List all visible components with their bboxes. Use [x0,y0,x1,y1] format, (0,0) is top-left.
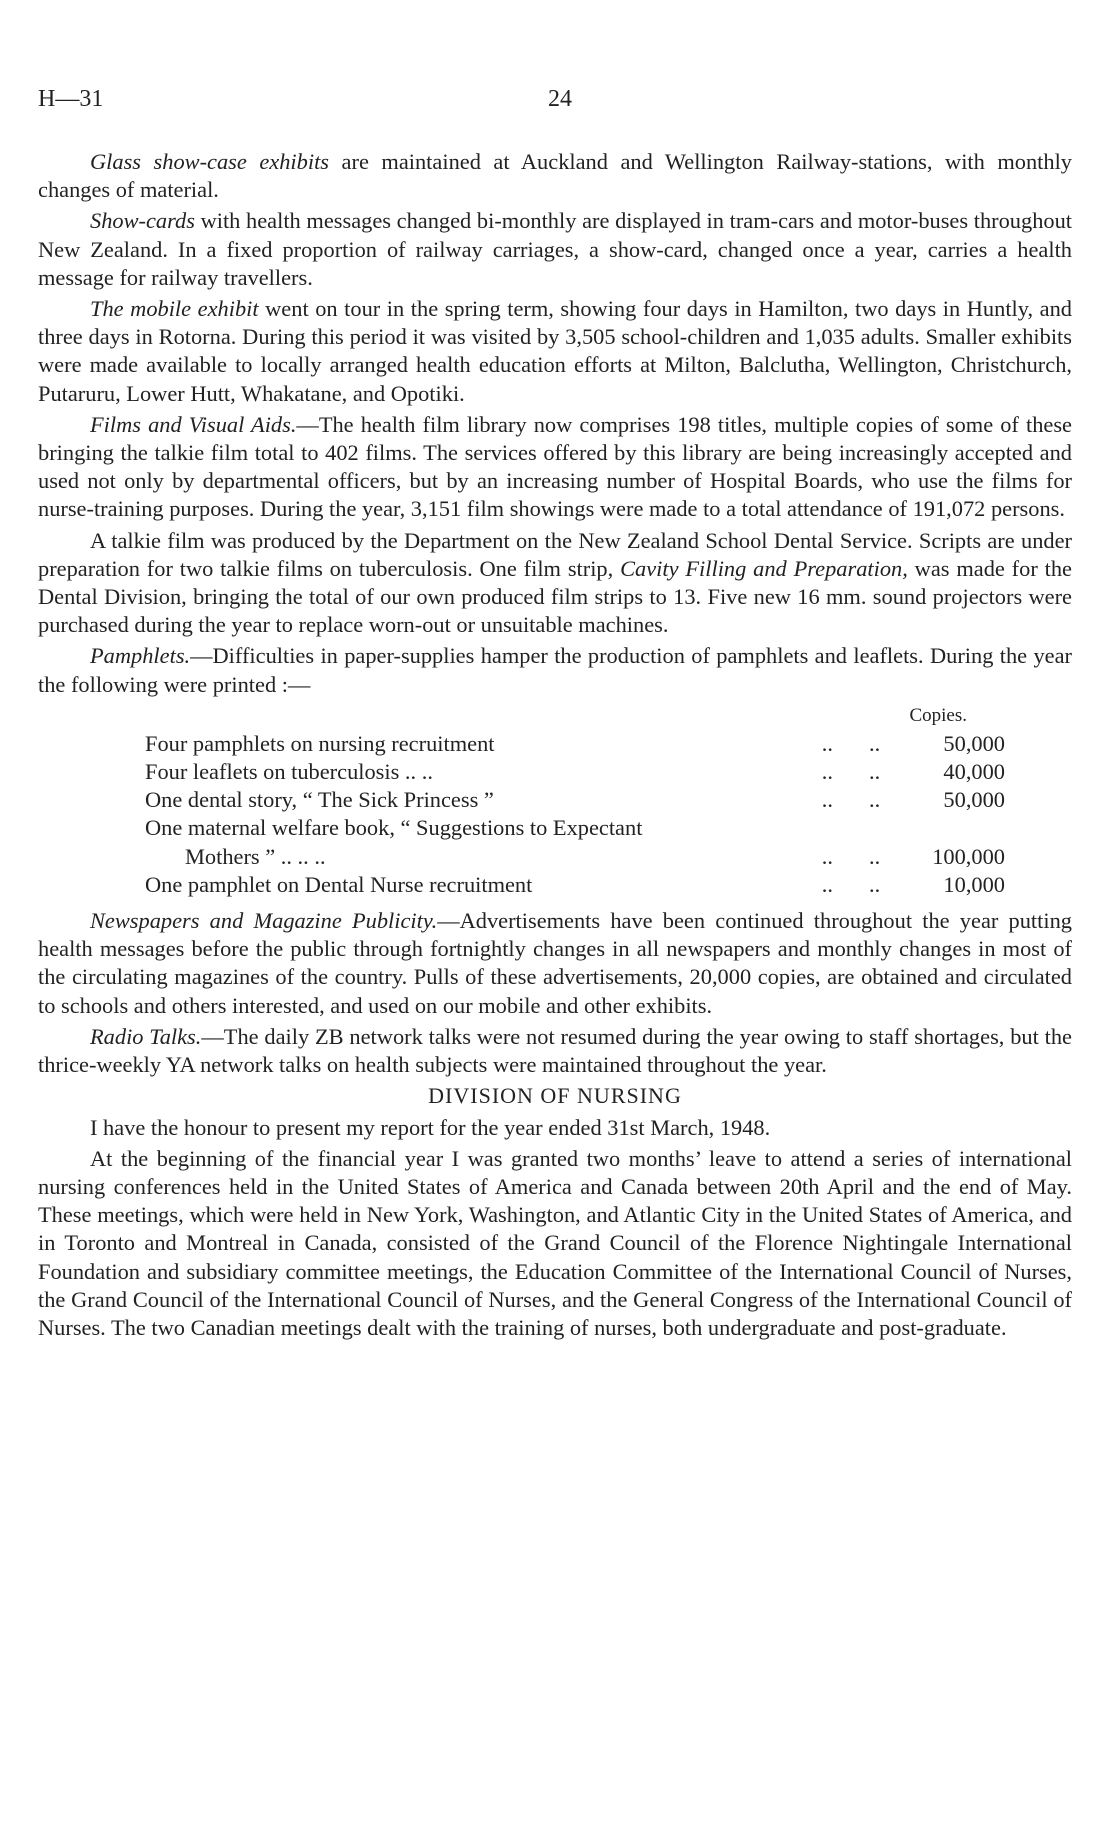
paragraph-glass-show-case [38,148,1072,204]
publication-description: One maternal welfare book, “ Suggestions to Expectant [145,815,643,841]
leader-dots: .. [821,843,833,869]
publication-description: One pamphlet on Dental Nurse recruitment [145,871,533,897]
paragraph-mobile-exhibit [38,295,1072,408]
paragraph-lead: Pamphlets. [90,643,191,669]
continued-text: Mothers ” .. .. .. [185,843,326,869]
page-number: 24 [548,86,572,112]
table-row [145,814,1005,842]
publications-table [38,702,1072,899]
table-row [145,758,1005,786]
paragraph-text: are maintained at Auckland and Wellington Railway-stations, with monthly changes of material. [38,149,1073,203]
publication-description: Four pamphlets on nursing recruitment [145,730,495,756]
paragraph-lead: Radio Talks. [90,1023,202,1049]
leader-dots: .. [821,730,833,756]
table-row [145,730,1005,758]
publication-copies: 50,000 [943,730,1005,756]
paragraph-text: went on tour in the spring term, showing four days in Hamilton, two days in Huntly, and three days in Rotorna. During this period it was visited by 3,505 school-children and 1,035 adults. Smaller exhibits were made available to locally arranged health education efforts at Milton, Balclutha, Wellington, Christchurch, Putaruru, Lower Hutt, Whakatane, and Opotiki. [38,296,1072,406]
publication-description-continued [145,843,822,871]
paragraph-text: —The daily ZB network talks were not resumed during the year owing to staff shortages, but the thrice-weekly YA network talks on health subjects were maintained throughout the year. [38,1023,1072,1078]
leader-dots: .. [821,759,833,785]
leader-dots: .. [868,843,881,869]
paragraph-lead: The mobile exhibit [90,296,259,322]
copies-column-header: Copies. [909,704,967,726]
paragraph-text: —The health film library now comprises 198 titles, multiple copies of some of these bringing the talkie film total to 402 films. The services offered by this library are being increasingly accepted and used not only by departmental officers, but by an increasing number of Hospital Boards, who use the films for nurse-training purposes. During the year, 3,151 film showings were made to a total attendance of 191,072 persons. [38,411,1072,522]
publication-description: One dental story, “ The Sick Princess ” [145,787,494,813]
paragraph-newspapers [38,907,1072,1020]
paragraph-text: —Difficulties in paper-supplies hamper the production of pamphlets and leaflets. During the year the following were printed :— [38,643,1072,697]
leader-dots: .. [821,787,833,813]
publication-copies: 10,000 [943,871,1005,897]
table-row [145,871,1005,899]
paragraph-talkie-film [38,527,1072,640]
section-title: DIVISION OF NURSING [428,1083,682,1109]
film-strip-title: Cavity Filling and Preparation, [620,555,908,581]
paragraph-pamphlets [38,642,1072,698]
paragraph-lead: Newspapers and Magazine Publicity. [90,908,438,934]
leader-dots: .. [868,787,881,813]
paragraph-lead: Films and Visual Aids. [90,411,297,437]
leader-dots: .. [821,871,833,897]
paragraph-text: was made for the Dental Division, bringing the total of our own produced film strips to 13. Five new 16 mm. sound projectors were purchased during the year to replace worn-out or unsuitable machines. [38,555,1072,638]
paragraph-conferences: At the beginning of the financial year I was granted two months’ leave to attend a series of international nursing conferences held in the United States of America and Canada between 20th April and the end of May. These meetings, which were held in New York, Washington, and Atlantic City in the United States of America, and in Toronto and Montreal in Canada, consisted of the Grand Council of the Florence Nightingale International Foundation and subsidiary committee meetings, the Education Committee of the International Council of Nurses, the Grand Council of the International Council of Nurses, and the General Congress of the International Council of Nurses. The two Canadian meetings dealt with the training of nurses, both undergraduate and post-graduate. [38,1145,1072,1340]
paragraph-radio-talks [38,1023,1072,1079]
table-row [145,843,1005,871]
paragraph-lead: Glass show-case exhibits [90,149,330,174]
leader-dots: .. [868,759,881,785]
leader-dots: .. [868,730,881,756]
paragraph-show-cards [38,207,1072,292]
table-row [145,786,1005,814]
document-code: H—31 [38,86,104,112]
document-body [38,148,1072,1345]
page-header [38,86,1076,116]
publication-description: Four leaflets on tuberculosis .. .. [145,759,433,785]
paragraph-films [38,411,1072,524]
paragraph-lead: Show-cards [90,208,195,234]
publication-copies: 50,000 [943,787,1005,813]
paragraph-text: —Advertisements have been continued throughout the year putting health messages before the public through fortnightly changes in all newspapers and monthly changes in most of the circulating magazines of the country. Pulls of these advertisements, 20,000 copies, are obtained and circulated to schools and others interested, and used on our mobile and other exhibits. [38,908,1072,1018]
paragraph-text: A talkie film was produced by the Department on the New Zealand School Dental Service. Scripts are under preparation for two talkie films on tuberculosis. One film strip, [38,527,1072,581]
publication-copies: 40,000 [943,759,1005,785]
leader-dots: .. [868,871,881,897]
publications-list [145,730,1005,899]
publication-copies: 100,000 [932,843,1005,869]
paragraph-report-intro: I have the honour to present my report for the year ended 31st March, 1948. [90,1114,771,1140]
paragraph-text: with health messages changed bi-monthly are displayed in tram-cars and motor-buses throughout New Zealand. In a fixed proportion of railway carriages, a show-card, changed once a year, carries a health message for railway travellers. [38,208,1072,290]
